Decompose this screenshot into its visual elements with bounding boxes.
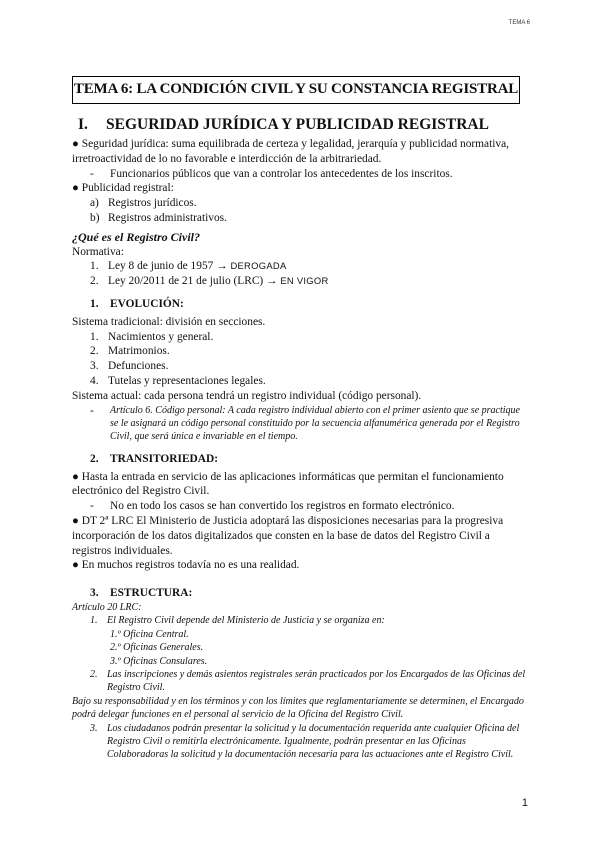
paragraph-seguridad: ● Seguridad jurídica: suma equilibrada de certeza y legalidad, jerarquía y publicidad normativa, irretroactividad de lo no favorable e interdicción de la arbitrariedad. bbox=[72, 138, 510, 165]
article-subitem: 1.º Oficina Central. bbox=[110, 628, 189, 640]
article-text: El Registro Civil depende del Ministerio de Justicia y se organiza en: bbox=[107, 615, 385, 627]
paragraph-actual: Sistema actual: cada persona tendrá un registro individual (código personal). bbox=[72, 389, 422, 402]
list-text: Registros administrativos. bbox=[108, 211, 227, 224]
dash-item: - No en todo los casos se han convertido los registros en formato electrónico. bbox=[90, 500, 455, 513]
article-subitem: 3.º Oficinas Consulares. bbox=[110, 655, 208, 667]
article-text: Las inscripciones y demás asientos registrales serán practicados por los Encargados de las Oficinas del Registro Civil. bbox=[107, 668, 526, 694]
paragraph-tradicional: Sistema tradicional: división en secciones. bbox=[72, 315, 266, 328]
list-text: Tutelas y representaciones legales. bbox=[108, 374, 266, 387]
subsection-heading bbox=[90, 297, 528, 312]
article-quote: Artículo 6. Código personal: A cada registro individual abierto con el primer asiento que se practique se le asignará un código personal constituido por la secuencia alfanumérica generada por el Registro Civil, que será única e invariable en el tiempo. bbox=[110, 404, 520, 443]
list-marker: 3. bbox=[90, 722, 98, 734]
article-item bbox=[90, 668, 528, 695]
article-text: Los ciudadanos podrán presentar la solicitud y la documentación requerida ante cualquier Oficina del Registro Civil o remitirla electrónicamente. Igualmente, podrán presentar en las Oficinas Colaboradoras la solicitud y la documentación necesaria para las actuaciones ante el Registro Civil. bbox=[107, 722, 520, 761]
list-text: Matrimonios. bbox=[108, 345, 170, 358]
subsection-heading bbox=[90, 452, 528, 467]
list-marker: 4. bbox=[90, 374, 99, 387]
subsection-title: EVOLUCIÓN: bbox=[110, 297, 184, 310]
list-item bbox=[90, 211, 528, 226]
article-item bbox=[90, 614, 528, 627]
status-tag: DEROGADA bbox=[230, 260, 287, 272]
subsection-number: 2. bbox=[90, 452, 99, 465]
list-marker: 2. bbox=[90, 345, 99, 358]
list-marker: 1. bbox=[90, 330, 99, 343]
status-tag: EN VIGOR bbox=[280, 275, 329, 287]
document-body bbox=[72, 115, 528, 762]
list-item bbox=[90, 359, 528, 374]
section-title: SEGURIDAD JURÍDICA Y PUBLICIDAD REGISTRAL bbox=[106, 116, 489, 133]
section-number: I. bbox=[78, 116, 88, 133]
list-text: Ley 8 de junio de 1957 → bbox=[108, 260, 231, 273]
list-item bbox=[90, 259, 528, 274]
section-heading bbox=[78, 115, 528, 135]
page-title: TEMA 6: LA CONDICIÓN CIVIL Y SU CONSTANCIA REGISTRAL bbox=[72, 76, 520, 104]
dash-item: - Funcionarios públicos que van a controlar los antecedentes de los inscritos. bbox=[90, 167, 453, 180]
subsection-number: 3. bbox=[90, 587, 99, 600]
dash-item: - Artículo 6. Código personal: A cada registro individual abierto con el primer asiento que se practique se le asignará un código personal constituido por la secuencia alfanumérica generada por el Registro Civil, que será única e invariable en el tiempo. bbox=[90, 404, 528, 444]
question-heading: ¿Qué es el Registro Civil? bbox=[72, 229, 200, 244]
list-marker: 1. bbox=[90, 260, 99, 273]
list-text: Ley 20/2011 de 21 de julio (LRC) → bbox=[108, 275, 281, 288]
paragraph-publicidad: ● Publicidad registral: bbox=[72, 182, 174, 195]
list-text: Defunciones. bbox=[108, 360, 169, 373]
article-label: Artículo 20 LRC: bbox=[72, 601, 142, 613]
dash-text: Funcionarios públicos que van a controlar los antecedentes de los inscritos. bbox=[110, 167, 453, 180]
subsection-title: TRANSITORIEDAD: bbox=[110, 452, 219, 465]
list-text: Nacimientos y general. bbox=[108, 330, 214, 343]
subsection-number: 1. bbox=[90, 297, 99, 310]
list-item bbox=[90, 196, 528, 211]
paragraph-dt: ● DT 2ª LRC El Ministerio de Justicia adoptará las disposiciones necesarias para la progresiva incorporación de los datos digitalizados que consten en la base de datos del Registro Civil a registros individuales. bbox=[72, 514, 504, 557]
list-item bbox=[90, 344, 528, 359]
list-item bbox=[90, 330, 528, 345]
article-subitem: 2.º Oficinas Generales. bbox=[110, 642, 204, 654]
dash-text: No en todo los casos se han convertido los registros en formato electrónico. bbox=[110, 500, 455, 513]
list-marker: b) bbox=[90, 211, 100, 224]
list-marker: 1. bbox=[90, 615, 98, 627]
page-number: 1 bbox=[521, 797, 528, 809]
paragraph-muchos: ● En muchos registros todavía no es una realidad. bbox=[72, 559, 300, 572]
running-header: TEMA 6 bbox=[508, 20, 530, 26]
list-item bbox=[90, 374, 528, 389]
subsection-heading bbox=[90, 586, 528, 601]
normativa-label: Normativa: bbox=[72, 245, 124, 258]
list-marker: 2. bbox=[90, 275, 99, 288]
article-paragraph: Bajo su responsabilidad y en los términos y con los límites que reglamentariamente se determinen, el Encargado podrá delegar funciones en el personal al servicio de la Oficina del Registro Civil. bbox=[72, 695, 524, 721]
list-marker: 2. bbox=[90, 668, 98, 680]
list-text: Registros jurídicos. bbox=[108, 197, 197, 210]
list-item bbox=[90, 274, 528, 289]
paragraph-hasta: ● Hasta la entrada en servicio de las aplicaciones informáticas que permitan el funcionamiento electrónico del Registro Civil. bbox=[72, 470, 504, 498]
subsection-title: ESTRUCTURA: bbox=[110, 587, 193, 600]
list-marker: a) bbox=[90, 197, 99, 210]
list-marker: 3. bbox=[90, 360, 99, 373]
article-item bbox=[90, 722, 528, 762]
